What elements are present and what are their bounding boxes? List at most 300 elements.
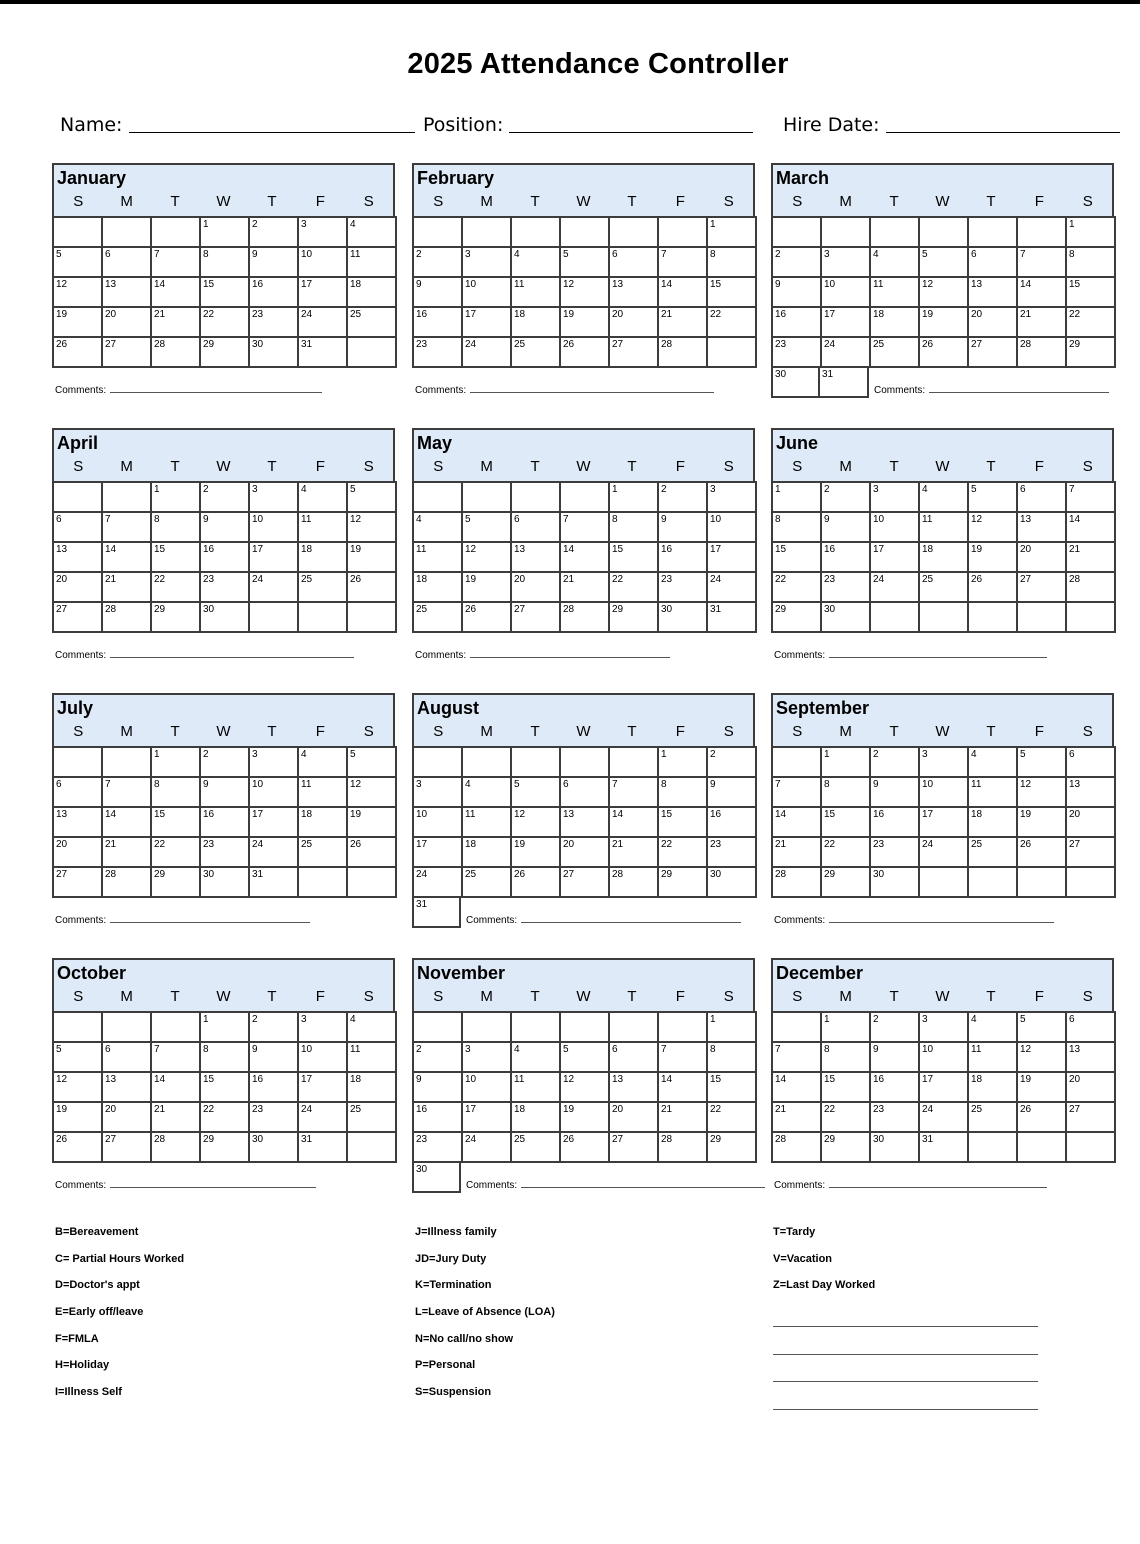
day-cell[interactable]: 22 — [659, 838, 708, 868]
day-cell[interactable]: 2 — [822, 483, 871, 513]
comments-field[interactable] — [415, 648, 670, 661]
day-cell[interactable]: 24 — [463, 338, 512, 368]
day-cell[interactable]: 20 — [1067, 1073, 1116, 1103]
comments-line[interactable] — [470, 383, 714, 393]
day-cell[interactable]: 24 — [250, 838, 299, 868]
day-cell[interactable]: 17 — [250, 543, 299, 573]
legend-blank-line[interactable] — [773, 1306, 1038, 1327]
empty-cell[interactable] — [969, 218, 1018, 248]
empty-cell[interactable] — [1018, 1133, 1067, 1163]
empty-cell[interactable] — [969, 1133, 1018, 1163]
empty-cell[interactable] — [299, 603, 348, 633]
day-cell[interactable]: 28 — [103, 868, 152, 898]
day-cell[interactable]: 25 — [969, 1103, 1018, 1133]
day-cell[interactable]: 29 — [822, 1133, 871, 1163]
day-cell[interactable]: 3 — [708, 483, 757, 513]
day-cell[interactable]: 29 — [773, 603, 822, 633]
empty-cell[interactable] — [512, 218, 561, 248]
day-cell[interactable]: 11 — [512, 1073, 561, 1103]
day-cell[interactable]: 3 — [250, 483, 299, 513]
day-cell[interactable]: 16 — [659, 543, 708, 573]
day-cell[interactable]: 8 — [610, 513, 659, 543]
day-cell[interactable]: 8 — [773, 513, 822, 543]
day-cell[interactable]: 15 — [152, 543, 201, 573]
empty-cell[interactable] — [773, 748, 822, 778]
day-cell[interactable]: 6 — [1018, 483, 1067, 513]
day-cell[interactable]: 20 — [1018, 543, 1067, 573]
day-cell[interactable]: 5 — [348, 748, 397, 778]
day-cell[interactable]: 7 — [1067, 483, 1116, 513]
day-cell[interactable]: 23 — [201, 573, 250, 603]
day-cell[interactable]: 10 — [463, 278, 512, 308]
day-cell[interactable]: 28 — [152, 338, 201, 368]
day-cell[interactable]: 12 — [920, 278, 969, 308]
empty-cell[interactable] — [1018, 603, 1067, 633]
day-cell[interactable]: 25 — [299, 838, 348, 868]
day-cell[interactable]: 30 — [708, 868, 757, 898]
day-cell[interactable]: 1 — [773, 483, 822, 513]
empty-cell[interactable] — [659, 1013, 708, 1043]
day-cell[interactable]: 22 — [708, 1103, 757, 1133]
day-cell[interactable]: 1 — [708, 1013, 757, 1043]
empty-cell[interactable] — [299, 868, 348, 898]
day-cell[interactable]: 22 — [201, 308, 250, 338]
day-cell[interactable]: 18 — [969, 1073, 1018, 1103]
day-cell[interactable]: 19 — [561, 1103, 610, 1133]
empty-cell[interactable] — [348, 868, 397, 898]
day-cell[interactable]: 26 — [348, 838, 397, 868]
day-cell[interactable]: 30 — [250, 338, 299, 368]
day-cell[interactable]: 21 — [610, 838, 659, 868]
day-cell[interactable]: 25 — [414, 603, 463, 633]
day-cell[interactable]: 4 — [871, 248, 920, 278]
day-cell[interactable]: 1 — [201, 1013, 250, 1043]
day-cell[interactable]: 4 — [348, 1013, 397, 1043]
day-cell[interactable]: 30 — [659, 603, 708, 633]
day-cell[interactable]: 8 — [708, 248, 757, 278]
day-cell[interactable]: 29 — [659, 868, 708, 898]
empty-cell[interactable] — [152, 1013, 201, 1043]
day-cell[interactable]: 4 — [512, 1043, 561, 1073]
day-cell[interactable]: 30 — [871, 868, 920, 898]
day-cell[interactable]: 29 — [822, 868, 871, 898]
day-cell[interactable]: 2 — [659, 483, 708, 513]
day-cell[interactable]: 10 — [250, 513, 299, 543]
day-cell[interactable]: 11 — [969, 1043, 1018, 1073]
day-cell[interactable]: 28 — [610, 868, 659, 898]
day-cell[interactable]: 13 — [103, 1073, 152, 1103]
legend-blank-line[interactable] — [773, 1361, 1038, 1382]
day-cell[interactable]: 22 — [708, 308, 757, 338]
day-cell[interactable]: 10 — [920, 1043, 969, 1073]
day-cell[interactable]: 26 — [1018, 1103, 1067, 1133]
day-cell[interactable]: 10 — [822, 278, 871, 308]
day-cell[interactable]: 17 — [920, 1073, 969, 1103]
comments-field[interactable] — [55, 383, 322, 396]
day-cell[interactable]: 3 — [920, 1013, 969, 1043]
day-cell[interactable]: 15 — [201, 278, 250, 308]
day-cell[interactable]: 15 — [1067, 278, 1116, 308]
empty-cell[interactable] — [969, 603, 1018, 633]
day-cell[interactable]: 2 — [414, 1043, 463, 1073]
day-cell[interactable]: 13 — [610, 278, 659, 308]
day-cell[interactable]: 1 — [610, 483, 659, 513]
day-cell[interactable]: 16 — [414, 308, 463, 338]
name-field[interactable] — [60, 112, 415, 136]
day-cell[interactable]: 18 — [299, 808, 348, 838]
day-cell[interactable]: 25 — [871, 338, 920, 368]
day-cell[interactable]: 26 — [54, 1133, 103, 1163]
day-cell[interactable]: 5 — [463, 513, 512, 543]
comments-line[interactable] — [110, 648, 354, 658]
day-cell[interactable]: 4 — [299, 748, 348, 778]
day-cell[interactable]: 5 — [920, 248, 969, 278]
day-cell[interactable]: 12 — [512, 808, 561, 838]
comments-field[interactable] — [774, 1178, 1047, 1191]
day-cell[interactable]: 18 — [299, 543, 348, 573]
day-cell[interactable]: 16 — [773, 308, 822, 338]
day-cell[interactable]: 14 — [1018, 278, 1067, 308]
day-cell[interactable]: 14 — [103, 543, 152, 573]
empty-cell[interactable] — [1018, 868, 1067, 898]
day-cell[interactable]: 7 — [152, 1043, 201, 1073]
day-cell[interactable]: 7 — [152, 248, 201, 278]
empty-cell[interactable] — [54, 483, 103, 513]
day-cell[interactable]: 10 — [250, 778, 299, 808]
day-cell[interactable]: 8 — [201, 248, 250, 278]
day-cell[interactable]: 26 — [561, 338, 610, 368]
day-cell[interactable]: 27 — [1067, 1103, 1116, 1133]
day-cell[interactable]: 5 — [54, 248, 103, 278]
day-cell[interactable]: 19 — [348, 543, 397, 573]
empty-cell[interactable] — [414, 1013, 463, 1043]
day-cell[interactable]: 6 — [54, 778, 103, 808]
day-cell[interactable]: 2 — [250, 1013, 299, 1043]
day-cell[interactable]: 10 — [871, 513, 920, 543]
day-cell[interactable]: 5 — [54, 1043, 103, 1073]
day-cell[interactable]: 13 — [512, 543, 561, 573]
day-cell[interactable]: 20 — [103, 1103, 152, 1133]
day-cell[interactable]: 19 — [1018, 1073, 1067, 1103]
day-cell[interactable]: 3 — [414, 778, 463, 808]
day-cell[interactable]: 17 — [299, 1073, 348, 1103]
day-cell[interactable]: 4 — [920, 483, 969, 513]
day-cell[interactable]: 18 — [512, 308, 561, 338]
day-cell[interactable]: 14 — [561, 543, 610, 573]
day-cell[interactable]: 1 — [152, 483, 201, 513]
day-cell[interactable]: 20 — [54, 573, 103, 603]
empty-cell[interactable] — [1067, 1133, 1116, 1163]
day-cell[interactable]: 5 — [1018, 1013, 1067, 1043]
empty-cell[interactable] — [610, 1013, 659, 1043]
day-cell[interactable]: 10 — [299, 248, 348, 278]
day-cell[interactable]: 16 — [414, 1103, 463, 1133]
day-cell[interactable]: 6 — [103, 1043, 152, 1073]
day-cell[interactable]: 19 — [920, 308, 969, 338]
day-cell[interactable]: 21 — [773, 838, 822, 868]
day-cell[interactable]: 24 — [920, 838, 969, 868]
day-cell[interactable]: 23 — [708, 838, 757, 868]
day-cell[interactable]: 18 — [414, 573, 463, 603]
day-cell[interactable]: 24 — [463, 1133, 512, 1163]
day-cell[interactable]: 10 — [708, 513, 757, 543]
day-cell[interactable]: 9 — [871, 778, 920, 808]
day-cell[interactable]: 2 — [871, 748, 920, 778]
day-cell[interactable]: 28 — [659, 1133, 708, 1163]
comments-field[interactable] — [55, 1178, 316, 1191]
day-cell[interactable]: 16 — [250, 1073, 299, 1103]
day-cell[interactable]: 11 — [920, 513, 969, 543]
day-cell[interactable]: 24 — [708, 573, 757, 603]
day-cell[interactable]: 25 — [512, 1133, 561, 1163]
day-cell[interactable]: 13 — [54, 808, 103, 838]
day-cell[interactable]: 17 — [414, 838, 463, 868]
day-cell[interactable]: 14 — [659, 278, 708, 308]
empty-cell[interactable] — [54, 1013, 103, 1043]
day-cell[interactable]: 16 — [871, 808, 920, 838]
day-cell[interactable]: 6 — [561, 778, 610, 808]
day-cell[interactable]: 18 — [463, 838, 512, 868]
day-cell[interactable]: 24 — [299, 1103, 348, 1133]
empty-cell[interactable] — [561, 483, 610, 513]
day-cell[interactable]: 11 — [299, 513, 348, 543]
day-cell[interactable]: 31 — [299, 1133, 348, 1163]
day-cell[interactable]: 18 — [348, 1073, 397, 1103]
empty-cell[interactable] — [561, 748, 610, 778]
day-cell[interactable]: 28 — [773, 1133, 822, 1163]
day-cell[interactable]: 23 — [250, 1103, 299, 1133]
day-cell[interactable]: 16 — [201, 808, 250, 838]
day-cell[interactable]: 3 — [299, 218, 348, 248]
day-cell[interactable]: 21 — [561, 573, 610, 603]
day-cell[interactable]: 21 — [152, 308, 201, 338]
day-cell[interactable]: 30 — [771, 368, 820, 398]
day-cell[interactable]: 25 — [512, 338, 561, 368]
empty-cell[interactable] — [152, 218, 201, 248]
hire-date-line[interactable] — [886, 114, 1120, 133]
day-cell[interactable]: 28 — [659, 338, 708, 368]
day-cell[interactable]: 15 — [822, 808, 871, 838]
empty-cell[interactable] — [659, 218, 708, 248]
day-cell[interactable]: 17 — [920, 808, 969, 838]
day-cell[interactable]: 26 — [512, 868, 561, 898]
day-cell[interactable]: 20 — [610, 308, 659, 338]
day-cell[interactable]: 22 — [773, 573, 822, 603]
empty-cell[interactable] — [414, 218, 463, 248]
comments-line[interactable] — [521, 913, 741, 923]
day-cell[interactable]: 28 — [152, 1133, 201, 1163]
day-cell[interactable]: 21 — [152, 1103, 201, 1133]
day-cell[interactable]: 27 — [561, 868, 610, 898]
day-cell[interactable]: 25 — [920, 573, 969, 603]
day-cell[interactable]: 28 — [103, 603, 152, 633]
day-cell[interactable]: 19 — [1018, 808, 1067, 838]
day-cell[interactable]: 11 — [512, 278, 561, 308]
day-cell[interactable]: 21 — [103, 838, 152, 868]
day-cell[interactable]: 25 — [348, 1103, 397, 1133]
day-cell[interactable]: 2 — [201, 748, 250, 778]
day-cell[interactable]: 23 — [414, 338, 463, 368]
day-cell[interactable]: 17 — [463, 1103, 512, 1133]
day-cell[interactable]: 3 — [822, 248, 871, 278]
empty-cell[interactable] — [414, 483, 463, 513]
empty-cell[interactable] — [103, 748, 152, 778]
day-cell[interactable]: 12 — [54, 278, 103, 308]
day-cell[interactable]: 17 — [250, 808, 299, 838]
day-cell[interactable]: 18 — [920, 543, 969, 573]
day-cell[interactable]: 12 — [348, 513, 397, 543]
day-cell[interactable]: 26 — [54, 338, 103, 368]
day-cell[interactable]: 20 — [1067, 808, 1116, 838]
day-cell[interactable]: 20 — [512, 573, 561, 603]
day-cell[interactable]: 13 — [1018, 513, 1067, 543]
day-cell[interactable]: 22 — [610, 573, 659, 603]
day-cell[interactable]: 21 — [103, 573, 152, 603]
day-cell[interactable]: 13 — [969, 278, 1018, 308]
empty-cell[interactable] — [414, 748, 463, 778]
day-cell[interactable]: 2 — [708, 748, 757, 778]
day-cell[interactable]: 16 — [250, 278, 299, 308]
day-cell[interactable]: 12 — [1018, 778, 1067, 808]
day-cell[interactable]: 7 — [561, 513, 610, 543]
comments-field[interactable] — [774, 913, 1054, 926]
day-cell[interactable]: 11 — [871, 278, 920, 308]
day-cell[interactable]: 8 — [822, 778, 871, 808]
day-cell[interactable]: 25 — [299, 573, 348, 603]
day-cell[interactable]: 13 — [1067, 778, 1116, 808]
empty-cell[interactable] — [773, 218, 822, 248]
comments-field[interactable] — [774, 648, 1047, 661]
empty-cell[interactable] — [1018, 218, 1067, 248]
day-cell[interactable]: 17 — [708, 543, 757, 573]
day-cell[interactable]: 4 — [299, 483, 348, 513]
empty-cell[interactable] — [1067, 603, 1116, 633]
day-cell[interactable]: 20 — [969, 308, 1018, 338]
day-cell[interactable]: 7 — [103, 778, 152, 808]
comments-line[interactable] — [829, 648, 1047, 658]
day-cell[interactable]: 23 — [414, 1133, 463, 1163]
day-cell[interactable]: 1 — [708, 218, 757, 248]
day-cell[interactable]: 6 — [54, 513, 103, 543]
day-cell[interactable]: 27 — [610, 338, 659, 368]
day-cell[interactable]: 24 — [250, 573, 299, 603]
name-line[interactable] — [129, 114, 415, 133]
day-cell[interactable]: 18 — [969, 808, 1018, 838]
day-cell[interactable]: 2 — [250, 218, 299, 248]
day-cell[interactable]: 30 — [201, 868, 250, 898]
comments-line[interactable] — [829, 913, 1054, 923]
comments-field[interactable] — [466, 1178, 765, 1191]
day-cell[interactable]: 4 — [969, 748, 1018, 778]
day-cell[interactable]: 7 — [773, 778, 822, 808]
day-cell[interactable]: 26 — [969, 573, 1018, 603]
day-cell[interactable]: 12 — [561, 278, 610, 308]
day-cell[interactable]: 24 — [871, 573, 920, 603]
day-cell[interactable]: 22 — [201, 1103, 250, 1133]
day-cell[interactable]: 18 — [512, 1103, 561, 1133]
comments-line[interactable] — [110, 913, 310, 923]
day-cell[interactable]: 3 — [250, 748, 299, 778]
day-cell[interactable]: 11 — [463, 808, 512, 838]
day-cell[interactable]: 15 — [201, 1073, 250, 1103]
comments-line[interactable] — [929, 383, 1109, 393]
day-cell[interactable]: 20 — [103, 308, 152, 338]
day-cell[interactable]: 26 — [1018, 838, 1067, 868]
day-cell[interactable]: 14 — [773, 1073, 822, 1103]
day-cell[interactable]: 27 — [103, 338, 152, 368]
empty-cell[interactable] — [920, 868, 969, 898]
empty-cell[interactable] — [871, 218, 920, 248]
day-cell[interactable]: 12 — [1018, 1043, 1067, 1073]
day-cell[interactable]: 6 — [1067, 748, 1116, 778]
day-cell[interactable]: 16 — [708, 808, 757, 838]
day-cell[interactable]: 16 — [822, 543, 871, 573]
day-cell[interactable]: 27 — [1018, 573, 1067, 603]
day-cell[interactable]: 14 — [773, 808, 822, 838]
day-cell[interactable]: 8 — [152, 778, 201, 808]
empty-cell[interactable] — [463, 218, 512, 248]
day-cell[interactable]: 23 — [871, 1103, 920, 1133]
day-cell[interactable]: 20 — [610, 1103, 659, 1133]
day-cell[interactable]: 12 — [54, 1073, 103, 1103]
day-cell[interactable]: 15 — [708, 278, 757, 308]
empty-cell[interactable] — [610, 218, 659, 248]
day-cell[interactable]: 31 — [299, 338, 348, 368]
day-cell[interactable]: 19 — [561, 308, 610, 338]
empty-cell[interactable] — [463, 483, 512, 513]
day-cell[interactable]: 2 — [773, 248, 822, 278]
comments-field[interactable] — [55, 648, 354, 661]
day-cell[interactable]: 14 — [1067, 513, 1116, 543]
day-cell[interactable]: 8 — [201, 1043, 250, 1073]
day-cell[interactable]: 5 — [512, 778, 561, 808]
day-cell[interactable]: 26 — [463, 603, 512, 633]
day-cell[interactable]: 7 — [1018, 248, 1067, 278]
comments-field[interactable] — [55, 913, 310, 926]
day-cell[interactable]: 15 — [822, 1073, 871, 1103]
day-cell[interactable]: 10 — [299, 1043, 348, 1073]
empty-cell[interactable] — [463, 1013, 512, 1043]
empty-cell[interactable] — [969, 868, 1018, 898]
day-cell[interactable]: 9 — [822, 513, 871, 543]
hire-date-field[interactable] — [783, 112, 1120, 136]
comments-field[interactable] — [415, 383, 714, 396]
empty-cell[interactable] — [463, 748, 512, 778]
comments-line[interactable] — [521, 1178, 765, 1188]
day-cell[interactable]: 1 — [1067, 218, 1116, 248]
day-cell[interactable]: 1 — [659, 748, 708, 778]
empty-cell[interactable] — [348, 603, 397, 633]
day-cell[interactable]: 12 — [348, 778, 397, 808]
day-cell[interactable]: 11 — [414, 543, 463, 573]
day-cell[interactable]: 9 — [871, 1043, 920, 1073]
day-cell[interactable]: 17 — [871, 543, 920, 573]
day-cell[interactable]: 14 — [152, 278, 201, 308]
day-cell[interactable]: 7 — [103, 513, 152, 543]
day-cell[interactable]: 12 — [969, 513, 1018, 543]
day-cell[interactable]: 24 — [299, 308, 348, 338]
day-cell[interactable]: 29 — [708, 1133, 757, 1163]
day-cell[interactable]: 14 — [659, 1073, 708, 1103]
day-cell[interactable]: 29 — [152, 603, 201, 633]
day-cell[interactable]: 23 — [773, 338, 822, 368]
day-cell[interactable]: 13 — [54, 543, 103, 573]
day-cell[interactable]: 10 — [920, 778, 969, 808]
day-cell[interactable]: 1 — [822, 748, 871, 778]
day-cell[interactable]: 28 — [1018, 338, 1067, 368]
comments-line[interactable] — [110, 383, 322, 393]
day-cell[interactable]: 24 — [920, 1103, 969, 1133]
